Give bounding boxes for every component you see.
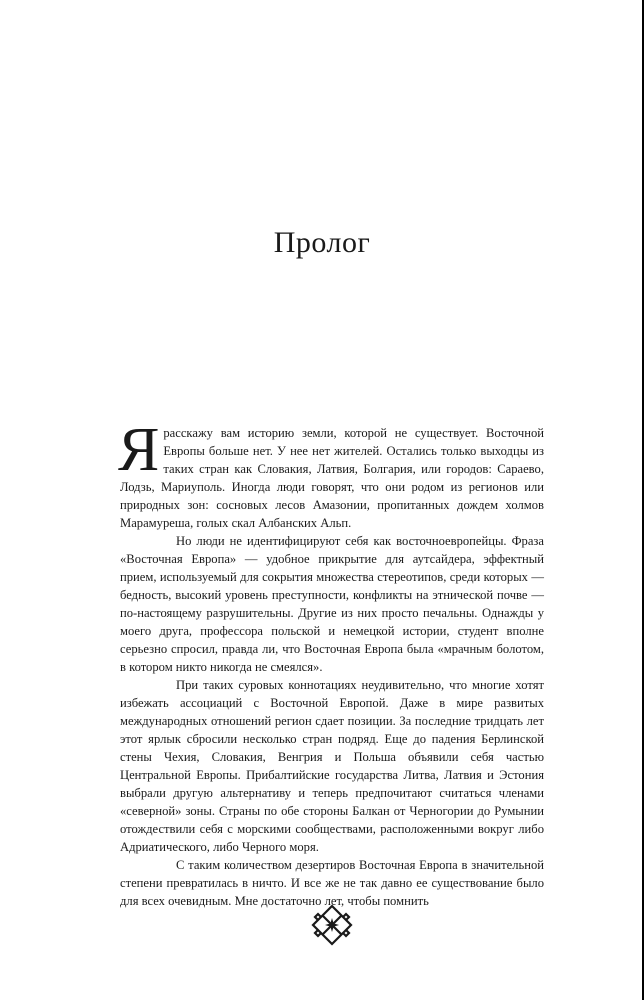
paragraph: При таких суровых коннотациях неудивительно, что многие хотят избежать ассоциаций с Восточной Европой. Даже в мире развитых международных отношений регион сдает позиции. За последние тридцать лет этот ярлык сбросили несколько стран подряд. Еще до падения Берлинской стены Чехия, Словакия, Венгрия и Польша объявили себя частью Центральной Европы. Прибалтийские государства Литва, Латвия и Эстония выбрали другую альтернативу и теперь предпочитают считаться членами «северной» зоны. Страны по обе стороны Балкан от Черногории до Румынии отождествили себя с морскими сообществами, расположенными вокруг либо Адриатического, либо Черного моря. — [120, 678, 544, 854]
body-text — [118, 416, 544, 910]
paragraph — [118, 416, 544, 532]
drop-cap: Я — [118, 416, 160, 484]
paragraph: С таким количеством дезертиров Восточная Европа в значительной степени превратилась в ничто. И все же не так давно ее существование было для всех очевидным. Мне достаточно лет, чтобы помнить — [120, 858, 544, 908]
diamond-knot-ornament-icon — [310, 903, 354, 947]
chapter-title: Пролог — [273, 226, 371, 259]
paragraph: Но люди не идентифицируют себя как восточноевропейцы. Фраза «Восточная Европа» — удобное прикрытие для аутсайдера, эффектный прием, используемый для сокрытия множества стереотипов, среди которых — бедность, высокий уровень преступности, конфликты на этнической почве — по-настоящему разрушительны. Другие из них просто печальны. Однажды у моего друга, профессора польской и немецкой истории, студент вполне серьезно спросил, правда ли, что Восточная Европа была «мрачным болотом, в котором никто никогда не смеялся». — [120, 534, 544, 674]
paragraph-text: расскажу вам историю земли, которой не существует. Восточной Европы больше нет. У нее нет жителей. Остались только выходцы из таких стран как Словакия, Латвия, Болгария, или городов: Сараево, Лодзь, Мариуполь. Иногда люди говорят, что они родом из регионов или природных зон: сосновых лесов Амазонии, пропитанных дождем холмов Марамуреша, голых скал Албанских Альп. — [120, 426, 544, 530]
